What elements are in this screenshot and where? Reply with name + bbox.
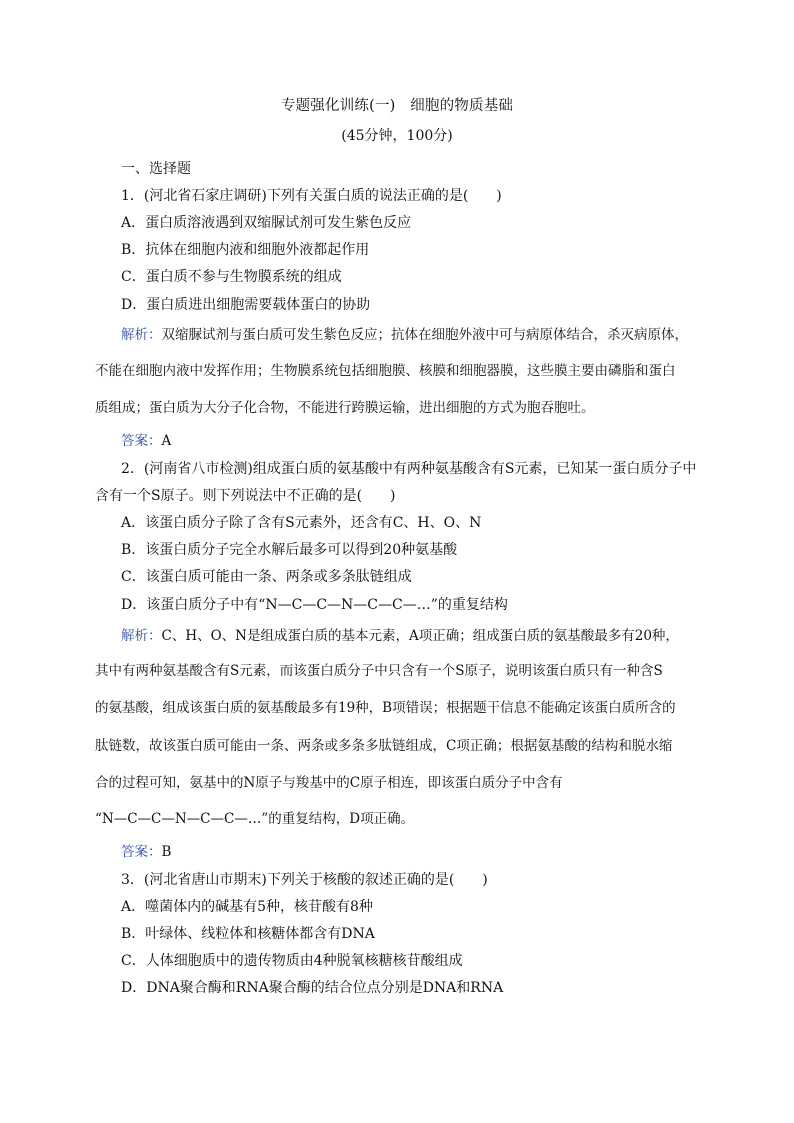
q2-stem-line: 含有一个S原子。则下列说法中不正确的是( ) [95,488,396,504]
q1-option-c: C．蛋白质不参与生物膜系统的组成 [121,269,342,285]
q1-option-a: A．蛋白质溶液遇到双缩脲试剂可发生紫色反应 [121,215,412,231]
q1-stem: 1．(河北省石家庄调研)下列有关蛋白质的说法正确的是( ) [121,188,502,204]
q2-explanation-line: 肽链数，故该蛋白质可能由一条、两条或多条多肽链组成，C项正确；根据氨基酸的结构和脱水缩 [95,738,673,754]
q2-explanation-line: “N—C—C—N—C—C—…”的重复结构，D项正确。 [95,811,415,827]
q1-explanation-line: 不能在细胞内液中发挥作用；生物膜系统包括细胞膜、核膜和细胞器膜，这些膜主要由磷脂和蛋白 [95,363,676,379]
q2-explanation-line: 解析：C、H、O、N是组成蛋白质的基本元素，A项正确；组成蛋白质的氨基酸最多有20种， [121,628,679,644]
q2-option-b: B．该蛋白质分子完全水解后最多可以得到20种氨基酸 [121,542,458,558]
q1-option-b: B．抗体在细胞内液和细胞外液都起作用 [121,242,370,258]
q3-option-c: C．人体细胞质中的遗传物质由4种脱氧核糖核苷酸组成 [121,953,463,969]
section-heading: 一、选择题 [121,161,191,177]
q2-stem-line: 2．(河南省八市检测)组成蛋白质的氨基酸中有两种氨基酸含有S元素，已知某一蛋白质分子中 [121,461,697,477]
q2-option-d: D．该蛋白质分子中有“N—C—C—N—C—C—…”的重复结构 [121,597,508,613]
q1-explanation-line: 解析：双缩脲试剂与蛋白质可发生紫色反应；抗体在细胞外液中可与病原体结合，杀灭病原体， [121,327,688,343]
q1-option-d: D．蛋白质进出细胞需要载体蛋白的协助 [121,297,371,313]
q2-explanation-line: 其中有两种氨基酸含有S元素，而该蛋白质分子中只含有一个S原子，说明该蛋白质只有一种含S [95,663,663,679]
page-title: 专题强化训练(一) 细胞的物质基础 [280,98,514,114]
q3-option-b: B．叶绿体、线粒体和核糖体都含有DNA [121,926,375,942]
q3-stem: 3．(河北省唐山市期末)下列关于核酸的叙述正确的是( ) [121,872,488,888]
q2-answer [121,843,171,861]
q2-explanation-line: 的氨基酸，组成该蛋白质的氨基酸最多有19种，B项错误；根据题干信息不能确定该蛋白质所含的 [95,700,676,716]
q1-answer [121,432,171,450]
q3-option-d: D．DNA聚合酶和RNA聚合酶的结合位点分别是DNA和RNA [121,980,504,996]
q1-explanation-line: 质组成；蛋白质为大分子化合物，不能进行跨膜运输，进出细胞的方式为胞吞胞吐。 [95,400,595,416]
explanation-label: 解析： [121,327,162,343]
answer-label: 答案： [121,844,162,860]
page-subtitle: (45分钟，100分) [341,128,453,144]
answer-label: 答案： [121,433,162,449]
answer-value: B [161,844,172,860]
q3-option-a: A．噬菌体内的碱基有5种，核苷酸有8种 [121,899,373,915]
q2-option-c: C．该蛋白质可能由一条、两条或多条肽链组成 [121,569,412,585]
q2-option-a: A．该蛋白质分子除了含有S元素外，还含有C、H、O、N [121,515,482,531]
q2-explanation-line: 合的过程可知，氨基中的N原子与羧基中的C原子相连，即该蛋白质分子中含有 [95,775,563,791]
answer-value: A [161,433,172,449]
explanation-label: 解析： [121,628,162,644]
